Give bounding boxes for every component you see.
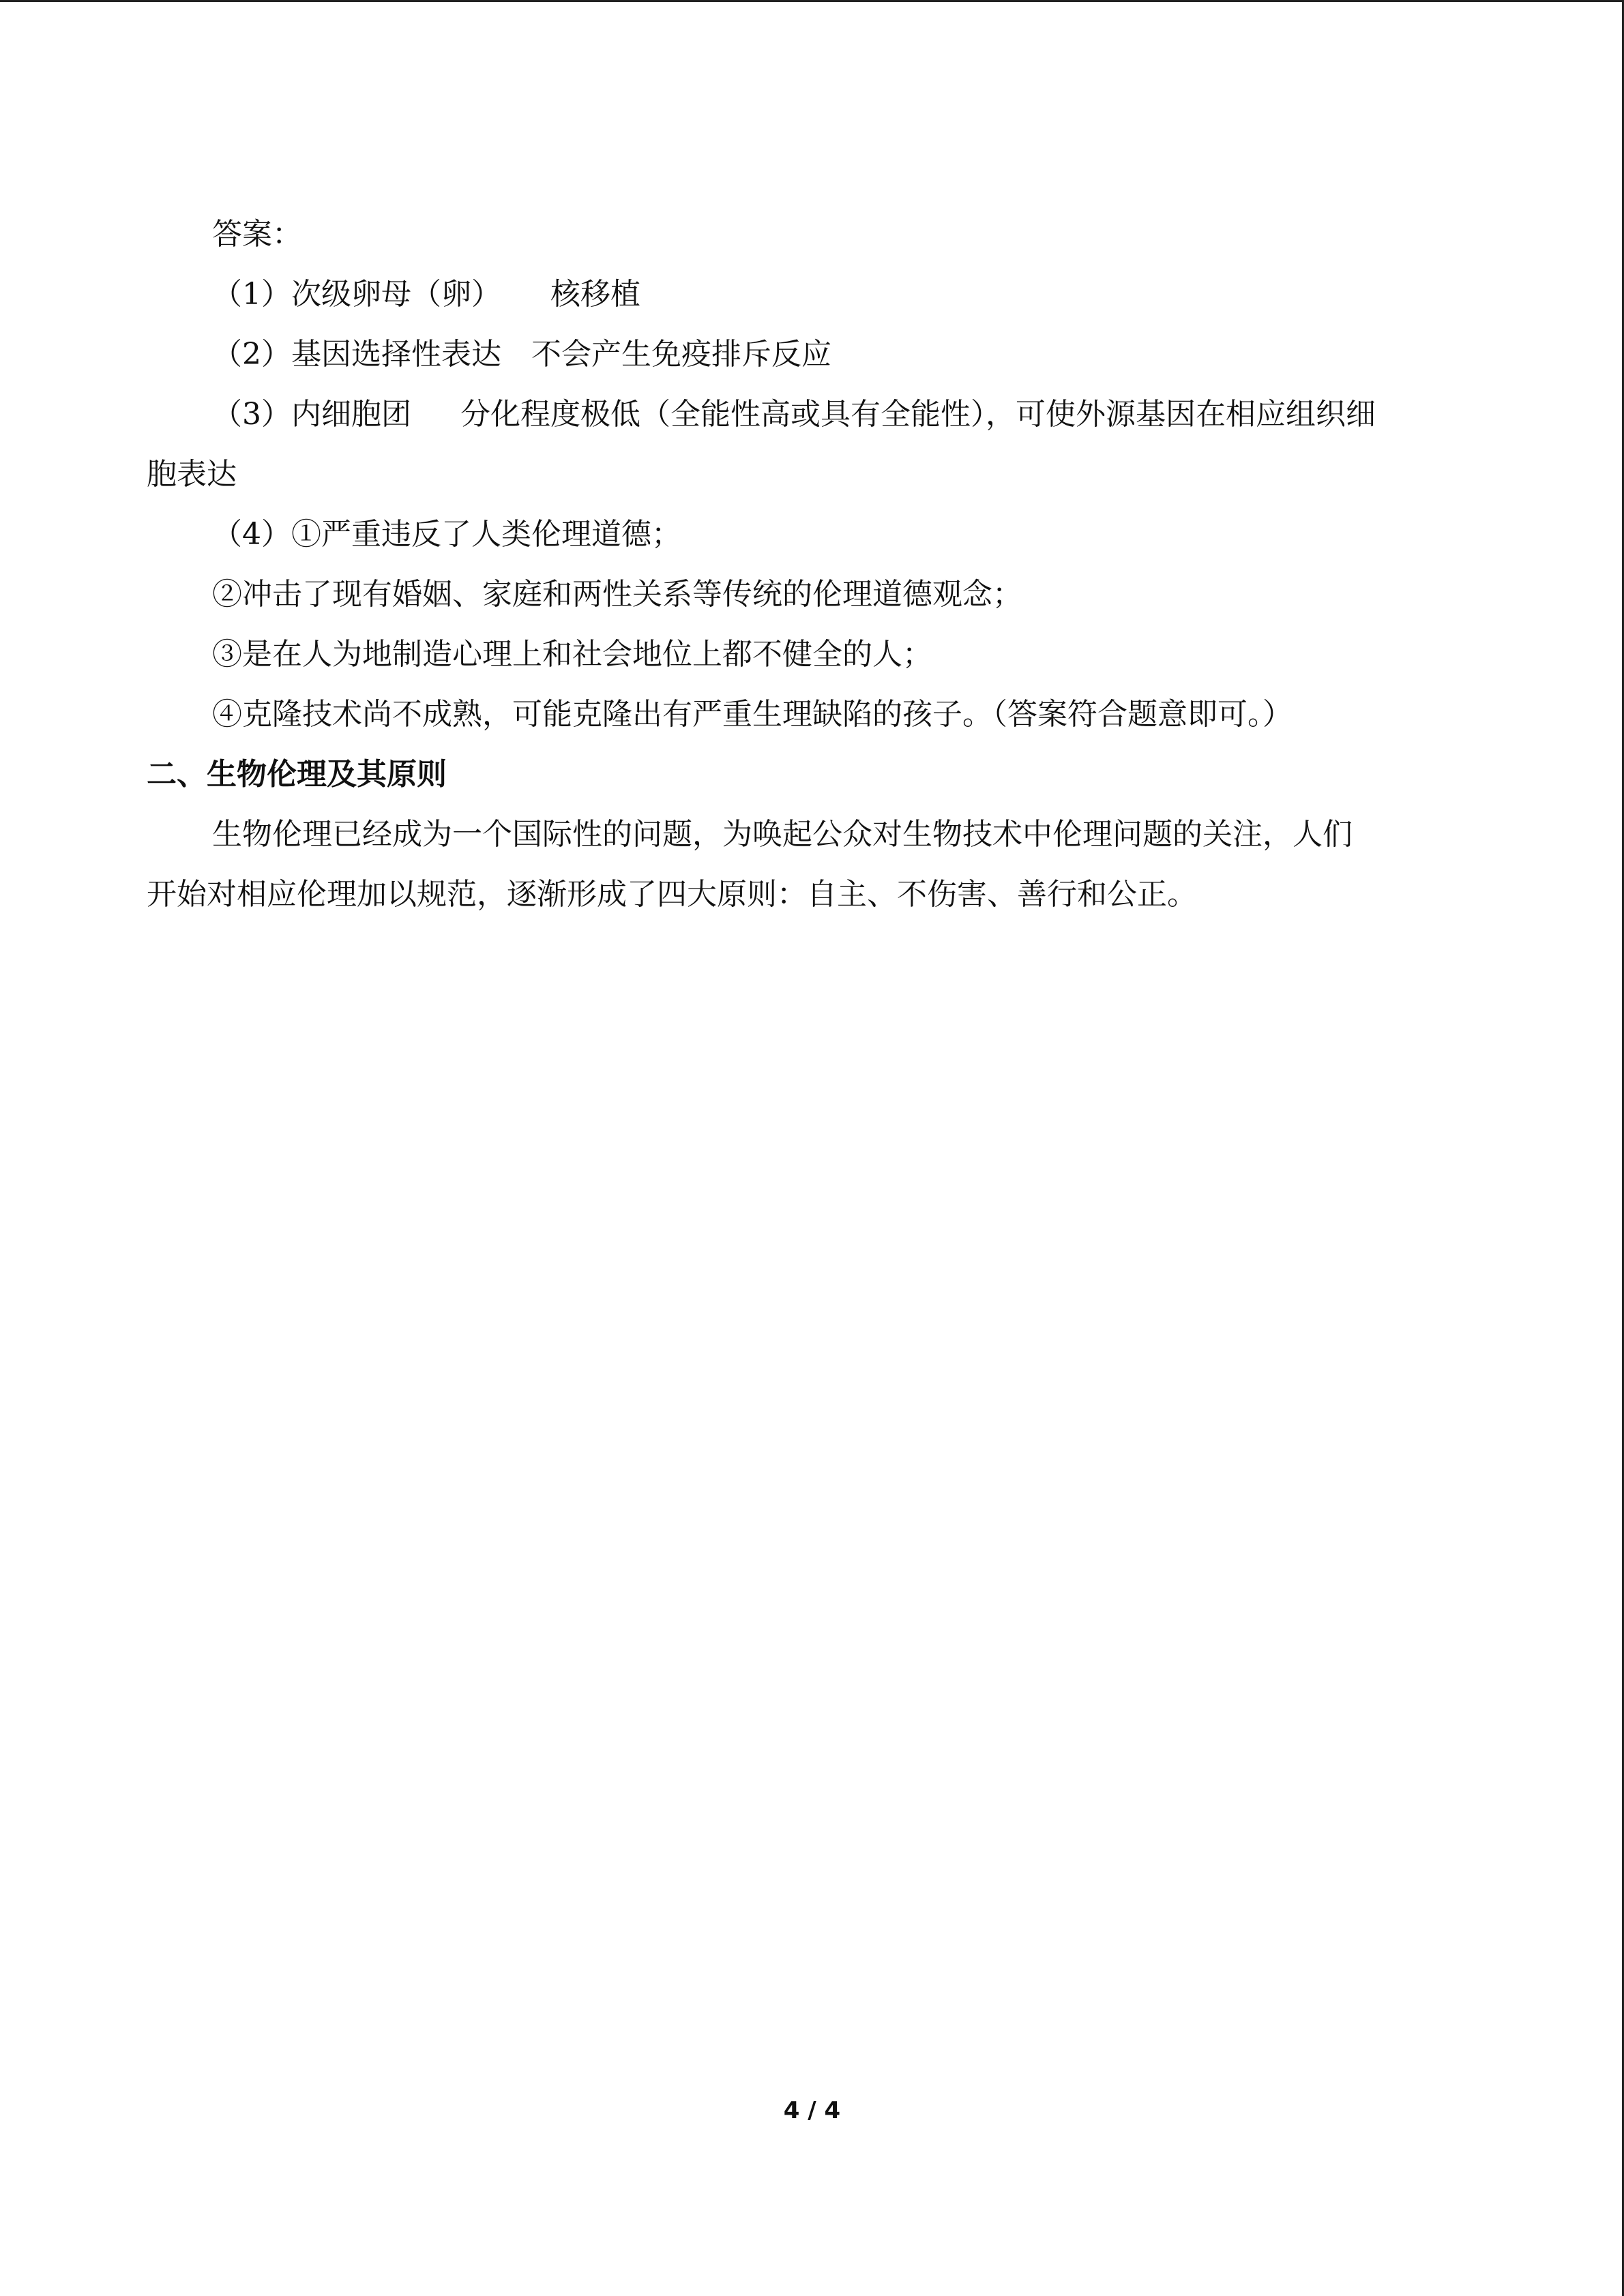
answer-2-part-b: 不会产生免疫排斥反应 bbox=[531, 337, 831, 372]
answer-label: 答案： bbox=[212, 217, 302, 252]
section-heading: 二、生物伦理及其原则 bbox=[147, 757, 447, 792]
answer-4-item-1: ①严重违反了人类伦理道德； bbox=[291, 517, 681, 552]
answer-4 bbox=[147, 505, 1483, 565]
answer-3-part-b: 分化程度极低（全能性高或具有全能性），可使外源基因在相应组织细 bbox=[460, 397, 1376, 432]
answer-2-part-a: 基因选择性表达 bbox=[291, 337, 501, 372]
document-body bbox=[147, 205, 1483, 925]
section-paragraph-line-1: 生物伦理已经成为一个国际性的问题，为唤起公众对生物技术中伦理问题的关注，人们 bbox=[212, 817, 1353, 852]
answer-3-continuation: 胞表达 bbox=[147, 457, 237, 492]
answer-1-number: （1） bbox=[212, 277, 291, 312]
page-border-top bbox=[0, 0, 1624, 2]
answer-4-number: （4） bbox=[212, 517, 291, 552]
answer-2-number: （2） bbox=[212, 337, 291, 372]
answer-4-item-4: ④克隆技术尚不成熟，可能克隆出有严重生理缺陷的孩子。（答案符合题意即可。） bbox=[212, 697, 1293, 732]
answer-4-item-3: ③是在人为地制造心理上和社会地位上都不健全的人； bbox=[212, 637, 932, 672]
page-number: 4 / 4 bbox=[783, 2097, 841, 2124]
answer-1-part-b: 核移植 bbox=[550, 277, 640, 312]
answer-1-part-a: 次级卵母（卵） bbox=[291, 277, 501, 312]
answer-4-item-2: ②冲击了现有婚姻、家庭和两性关系等传统的伦理道德观念； bbox=[212, 577, 1022, 612]
section-paragraph-line-2: 开始对相应伦理加以规范，逐渐形成了四大原则：自主、不伤害、善行和公正。 bbox=[147, 877, 1197, 912]
answer-3 bbox=[147, 385, 1483, 445]
answer-3-part-a: 内细胞团 bbox=[291, 397, 411, 432]
answer-1 bbox=[147, 265, 1483, 325]
answer-2 bbox=[147, 325, 1483, 385]
answer-3-number: （3） bbox=[212, 397, 291, 432]
